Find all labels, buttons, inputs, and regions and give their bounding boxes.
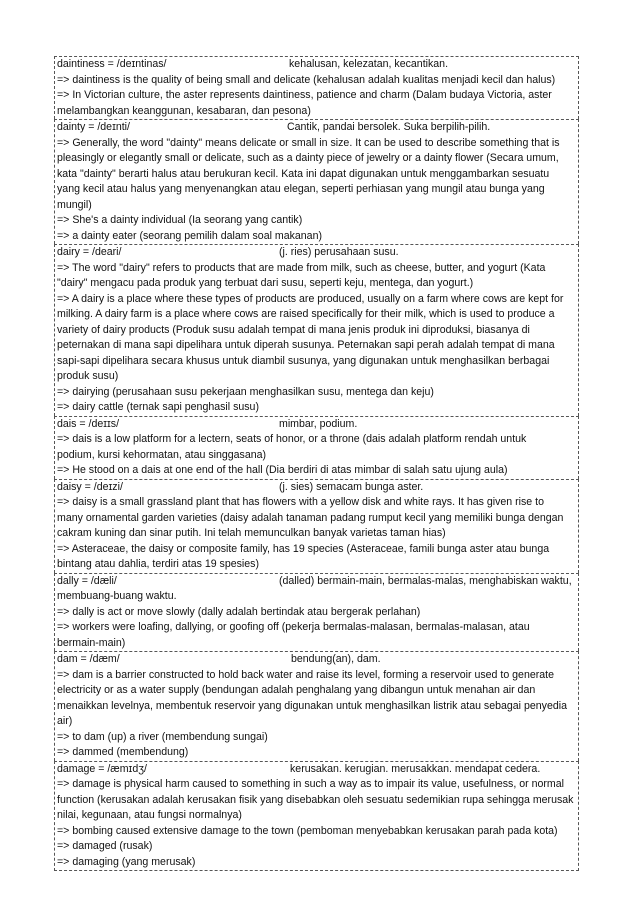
entry-text-line: electricity or as a water supply (bendungan adalah penghalang yang dibangun untuk menahan air dan bbox=[57, 684, 536, 696]
entry-headword: daisy = /deɪzi/ bbox=[57, 480, 123, 493]
entry-text-line: => dais is a low platform for a lectern, seats of honor, or a throne (dais adalah platform rendah untuk bbox=[57, 433, 527, 445]
entry-header bbox=[57, 574, 577, 590]
entry-text-line: => workers were loafing, dallying, or goofing off (pekerja bermalas-malasan, bermalas-malasan, atau bbox=[57, 621, 530, 633]
entry-text-line: melambangkan keanggunan, kesabaran, dan pesona) bbox=[57, 104, 311, 117]
entry-gloss: (j. sies) semacam bunga aster. bbox=[279, 480, 424, 493]
entry-text-line: => In Victorian culture, the aster represents daintiness, patience and charm (Dalam budaya Victoria, aster bbox=[57, 89, 552, 101]
dictionary-entry bbox=[54, 573, 579, 652]
entry-gloss: (dalled) bermain-main, bermalas-malas, menghabiskan waktu, bbox=[279, 574, 572, 587]
entry-text-line: => daisy is a small grassland plant that has flowers with a yellow disk and white rays. It has given rise to bbox=[57, 496, 544, 508]
entry-text-line: sapi-sapi dipelihara secara khusus untuk diambil susunya, yang digunakan untuk menghasilkan berbagai bbox=[57, 354, 550, 367]
entry-text-line: => dam is a barrier constructed to hold back water and raise its level, forming a reservoir used to generate bbox=[57, 668, 554, 681]
entry-text-line: nilai, kegunaan, atau fungsi normalnya) bbox=[57, 809, 242, 821]
entry-headword: dais = /deɪɪs/ bbox=[57, 417, 120, 430]
dictionary-entry bbox=[54, 479, 579, 573]
entry-text-line: milking. A dairy farm is a place where cows are raised specifically for their milk, which is used to produce a bbox=[57, 308, 555, 320]
entry-text-line: many ornamental garden varieties (daisy adalah tanaman padang rumput kecil yang memiliki bunga dengan bbox=[57, 511, 564, 524]
entry-header bbox=[57, 57, 577, 73]
entry-headword: dam = /dæm/ bbox=[57, 653, 120, 665]
entry-text-line: peternakan di mana sapi dipelihara untuk diperah susunya. Peternakan sapi perah adalah tempat di mana bbox=[57, 339, 555, 351]
entry-text-line: => daintiness is the quality of being small and delicate (kehalusan adalah kualitas menjadi kecil dan halus) bbox=[57, 73, 556, 86]
entry-text-line: => a dainty eater (seorang pemilih dalam soal makanan) bbox=[57, 229, 322, 242]
entry-text-line: membuang-buang waktu. bbox=[57, 590, 177, 602]
entry-text-line: "dairy" mengacu pada produk yang terbuat dari susu, seperti keju, mentega, dan yogurt.) bbox=[57, 277, 474, 289]
entry-text-line: podium, kursi kehormatan, atau singgasana) bbox=[57, 448, 267, 461]
entry-gloss: (j. ries) perusahaan susu. bbox=[279, 246, 399, 258]
entry-header bbox=[57, 652, 577, 668]
entry-header bbox=[57, 762, 577, 778]
entry-text-line: => A dairy is a place where these types of products are produced, usually on a farm where cows are kept for bbox=[57, 292, 564, 305]
entry-headword: dainty = /deɪnti/ bbox=[57, 121, 130, 133]
entry-text-line: => dairying (perusahaan susu pekerjaan menghasilkan susu, mentega dan keju) bbox=[57, 385, 434, 398]
entry-text-line: variety of dairy products (Produk susu adalah tempat di mana jenis produk ini diproduksi, biasanya di bbox=[57, 323, 530, 336]
entry-gloss: kehalusan, kelezatan, kecantikan. bbox=[289, 58, 449, 70]
entry-header bbox=[57, 120, 577, 136]
entry-headword: dally = /dæli/ bbox=[57, 574, 117, 587]
dictionary-entry bbox=[54, 651, 579, 761]
entry-header bbox=[57, 417, 577, 433]
entry-text-line: air) bbox=[57, 715, 73, 727]
entry-headword: daintiness = /deɪntinas/ bbox=[57, 58, 167, 70]
entry-text-line: yang kecil atau halus yang menyenangkan atau elegan, seperti perhiasan yang mungil atau bunga yang bbox=[57, 183, 545, 195]
entry-text-line: => bombing caused extensive damage to the town (pemboman menyebabkan kerusakan parah pada kota) bbox=[57, 824, 558, 837]
entry-gloss: Cantik, pandai bersolek. Suka berpilih-pilih. bbox=[287, 121, 491, 133]
entry-text-line: => She's a dainty individual (Ia seorang yang cantik) bbox=[57, 214, 303, 226]
dictionary-entry bbox=[54, 56, 579, 119]
entry-gloss: bendung(an), dam. bbox=[291, 653, 381, 665]
dictionary-entry bbox=[54, 244, 579, 416]
entry-header bbox=[57, 245, 577, 261]
entry-headword: damage = /æmɪdʒ/ bbox=[57, 762, 147, 775]
dictionary-entry bbox=[54, 119, 579, 244]
entry-text-line: pleasingly or elegantly small or delicate, such as a dainty piece of jewelry or a dainty flower (Secara umum, bbox=[57, 152, 559, 164]
entry-gloss: mimbar, podium. bbox=[279, 417, 358, 430]
entry-text-line: => dairy cattle (ternak sapi penghasil susu) bbox=[57, 401, 259, 413]
dictionary-document bbox=[54, 56, 579, 871]
entry-text-line: => He stood on a dais at one end of the hall (Dia berdiri di atas mimbar di salah satu ujung aula) bbox=[57, 464, 508, 476]
entry-gloss: kerusakan. kerugian. merusakkan. mendapat cedera. bbox=[290, 762, 541, 775]
entry-text-line: function (kerusakan adalah kerusakan fisik yang disebabkan oleh sesuatu sedemikian rupa sehingga merusak bbox=[57, 793, 574, 806]
entry-text-line: kata "dainty" berarti halus atau berukuran kecil. Kata ini dapat digunakan untuk menggambarkan sesuatu bbox=[57, 167, 550, 180]
entry-text-line: menaikkan levelnya, membentuk reservoir yang digunakan untuk menghasilkan listrik atau sebagai penyedia bbox=[57, 699, 567, 712]
entry-text-line: produk susu) bbox=[57, 370, 119, 382]
entry-text-line: => damage is physical harm caused to something in such a way as to impair its value, usefulness, or normal bbox=[57, 778, 564, 790]
entry-text-line: => Generally, the word "dainty" means delicate or small in size. It can be used to describe something that is bbox=[57, 136, 560, 149]
entry-text-line: => to dam (up) a river (membendung sungai) bbox=[57, 730, 268, 743]
entry-text-line: => Asteraceae, the daisy or composite family, has 19 species (Asteraceae, famili bunga aster atau bunga bbox=[57, 542, 550, 555]
entry-text-line: => dally is act or move slowly (dally adalah bertindak atau bergerak perlahan) bbox=[57, 605, 421, 618]
entry-text-line: => dammed (membendung) bbox=[57, 746, 189, 758]
entry-text-line: cakram kuning dan sinar putih. Ini telah memunculkan banyak varietas taman hias) bbox=[57, 527, 446, 539]
entry-text-line: => The word "dairy" refers to products that are made from milk, such as cheese, butter, and yogurt (Kata bbox=[57, 261, 546, 274]
dictionary-entry bbox=[54, 416, 579, 479]
entry-text-line: => damaging (yang merusak) bbox=[57, 855, 196, 868]
entry-headword: dairy = /deari/ bbox=[57, 246, 122, 258]
entry-text-line: mungil) bbox=[57, 198, 92, 211]
entry-text-line: bermain-main) bbox=[57, 636, 126, 649]
dictionary-entry bbox=[54, 761, 579, 872]
entry-text-line: => damaged (rusak) bbox=[57, 840, 153, 852]
entry-text-line: bintang atau dahlia, terdiri atas 19 spesies) bbox=[57, 558, 259, 570]
entry-header bbox=[57, 480, 577, 496]
